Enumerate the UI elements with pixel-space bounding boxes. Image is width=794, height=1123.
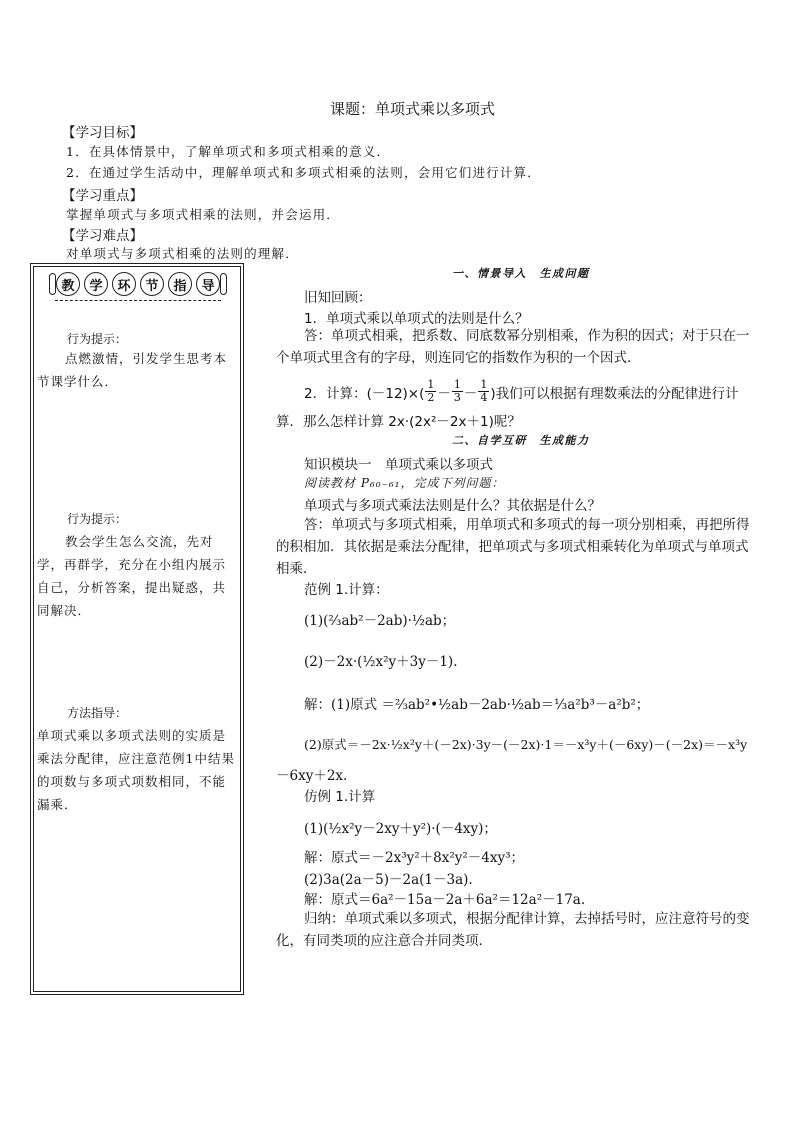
- imitation-1-solution: 解：原式＝－2x³y²＋8x²y²－4xy³；: [304, 850, 525, 866]
- fraction-numerator: 1: [480, 378, 488, 391]
- banner-char: 教: [56, 272, 80, 296]
- summary: 归纳：单项式乘以多项式，根据分配律计算，去掉括号时，应注意符号的变化，有同类项的应注意合并同类项．: [276, 911, 750, 949]
- fraction-numerator: 1: [453, 378, 461, 391]
- question-2: 2．计算：(－12)×( $\frac{1}{2}$ － $\frac{1}{3}$ － $\frac{1}{4}$ )我们可以根据有理数乘法的分配律进行计: [304, 378, 739, 404]
- note-heading-1: 行为提示：: [67, 332, 128, 346]
- fraction-denominator: 2: [427, 391, 435, 404]
- imitation-1: (1)(½x²y－2xy＋y²)·(－4xy)；: [304, 821, 497, 837]
- reading-instruction: 阅读教材 P₆₀₋₆₁，完成下列问题：: [304, 476, 505, 490]
- banner-char: 节: [140, 272, 164, 296]
- banner-divider: [55, 300, 221, 301]
- imitation-2: (2)3a(2a－5)－2a(1－3a).: [304, 872, 473, 888]
- fraction-third: [452, 379, 463, 404]
- review-label: 旧知回顾：: [304, 290, 372, 306]
- objective-item-1: 1．在具体情景中，了解单项式和多项式相乘的意义．: [66, 144, 391, 159]
- fraction-quarter: [478, 379, 489, 404]
- question-1: 1．单项式乘以单项式的法则是什么？: [304, 311, 529, 327]
- difficulty-text: 对单项式与多项式相乘的法则的理解．: [66, 246, 299, 261]
- banner-char: 学: [84, 272, 108, 296]
- fraction-half: [425, 379, 436, 404]
- page-title: 课题：单项式乘以多项式: [330, 100, 496, 118]
- example-title: 范例 1.计算：: [304, 582, 389, 598]
- difficulty-header: 【学习难点】: [62, 228, 143, 244]
- fraction-numerator: 1: [427, 378, 435, 391]
- keypoint-header: 【学习重点】: [62, 188, 143, 204]
- keypoint-text: 掌握单项式与多项式相乘的法则，并会运用．: [66, 207, 341, 222]
- solution-1: 解：(1)原式 ＝²⁄₃ab²•½ab－2ab·½ab＝⅓a²b³－a²b²；: [304, 697, 650, 713]
- banner-char: 环: [112, 272, 136, 296]
- solution-2: (2)原式＝－2x·½x²y＋(－2x)·3y－(－2x)·1＝－x³y＋(－6xy)－(－2x)＝－x³y: [304, 737, 748, 752]
- note-heading-2: 行为提示：: [67, 512, 128, 526]
- note-text-1: 点燃激情，引发学生思考本节课学什么．: [37, 351, 228, 389]
- q2-suffix: )我们可以根据有理数乘法的分配律进行计: [490, 385, 739, 402]
- objectives-header: 【学习目标】: [62, 125, 143, 141]
- module-title: 知识模块一 单项式乘以多项式: [304, 457, 493, 473]
- imitation-title: 仿例 1.计算: [304, 789, 376, 805]
- banner-left-cap: [49, 273, 56, 295]
- rule-answer: 答：单项式与多项式相乘，用单项式和多项式的每一项分别相乘，再把所得的积相加．其依据是乘法分配律，把单项式与多项式相乘转化为单项式与单项式相乘．: [276, 517, 750, 577]
- guidance-sidebar: [30, 263, 244, 995]
- banner-char: 导: [196, 272, 220, 296]
- sidebar-banner: [49, 271, 227, 297]
- answer-1: 答：单项式相乘，把系数、同底数幂分别相乘，作为积的因式；对于只在一个单项式里含有的字母，则连同它的指数作为积的一个因式．: [276, 328, 750, 366]
- section-1-heading: 一、情景导入 生成问题: [452, 267, 590, 280]
- rule-question: 单项式与多项式乘法法则是什么？其依据是什么？: [304, 498, 601, 514]
- banner-right-cap: [220, 273, 227, 295]
- banner-char: 指: [168, 272, 192, 296]
- fraction-denominator: 3: [453, 391, 461, 404]
- question-2-line2: 算．那么怎样计算 2x·(2x²－2x＋1)呢？: [276, 414, 521, 430]
- objective-item-2: 2．在通过学生活动中，理解单项式和多项式相乘的法则，会用它们进行计算．: [66, 165, 541, 180]
- note-heading-3: 方法指导：: [67, 706, 128, 720]
- solution-2-cont: －6xy＋2x.: [276, 768, 348, 784]
- example-1: (1)(²⁄₃ab²－2ab)·½ab；: [304, 613, 456, 629]
- fraction-denominator: 4: [480, 391, 488, 404]
- note-text-3: 单项式乘以多项式法则的实质是乘法分配律，应注意范例1中结果的项数与多项式项数相同，不能漏乘．: [37, 728, 235, 812]
- q2-prefix: 2．计算：(－12)×(: [304, 385, 425, 402]
- imitation-2-solution: 解：原式＝6a²－15a－2a＋6a²＝12a²－17a.: [304, 892, 586, 908]
- section-2-heading: 二、自学互研 生成能力: [452, 434, 590, 447]
- note-text-2: 教会学生怎么交流，先对学，再群学，充分在小组内展示自己，分析答案，提出疑惑，共同解决．: [37, 534, 227, 618]
- example-2: (2)－2x·(½x²y＋3y－1).: [304, 654, 458, 670]
